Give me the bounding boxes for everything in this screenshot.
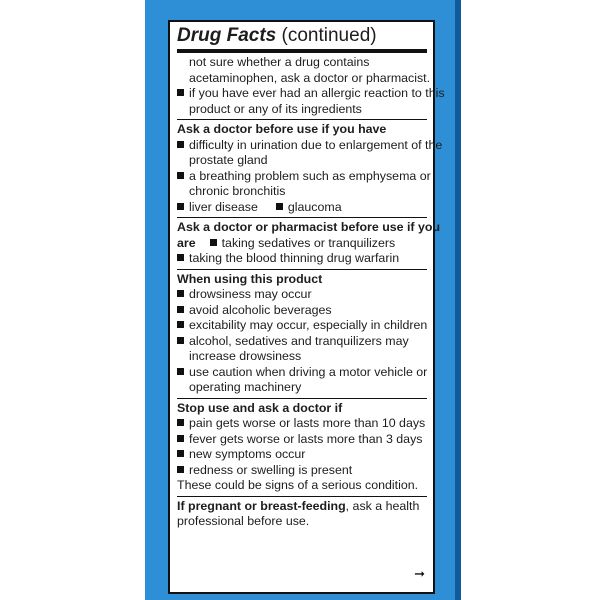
list-item: taking the blood thinning drug warfarin [177,251,427,267]
bullet-icon [177,368,184,375]
list-item: fever gets worse or lasts more than 3 days [177,432,427,448]
bullet-icon [210,239,217,246]
stop-use-note: These could be signs of a serious condition. [177,478,419,492]
ask-pharmacist-heading: Ask a doctor or pharmacist before use if you [177,220,441,234]
list-item: difficulty in urination due to enlargement of the [177,138,427,154]
section-rule [177,269,427,270]
bullet-icon [177,337,184,344]
section-rule [177,398,427,399]
bullet-icon [177,306,184,313]
package-edge [455,0,461,600]
pregnant-line: If pregnant or breast-feeding, ask a health [177,498,420,513]
list-item-cont: prostate gland [189,153,268,167]
intro-line: not sure whether a drug contains [189,55,370,69]
bullet-icon [276,203,283,210]
drug-facts-panel [168,20,445,594]
bullet-icon [177,450,184,457]
bullet-icon [177,290,184,297]
bullet-icon [177,141,184,148]
intro-line: acetaminophen, ask a doctor or pharmacist. [189,70,431,85]
bullet-icon [177,435,184,442]
intro-line: product or any of its ingredients [189,101,362,116]
when-using-heading: When using this product [177,271,323,286]
ask-doctor-heading: Ask a doctor before use if you have [177,122,387,136]
bullet-icon [177,254,184,261]
section-rule [177,217,427,218]
list-item: a breathing problem such as emphysema or [177,169,427,185]
list-item: new symptoms occur [177,447,427,463]
list-item: are taking sedatives or tranquilizers [177,235,396,250]
list-item-cont: chronic bronchitis [189,184,286,198]
bullet-icon [177,172,184,179]
bullet-icon [177,466,184,473]
bullet-icon [177,321,184,328]
pregnant-line-cont: professional before use. [177,514,310,528]
list-item: drowsiness may occur [177,287,427,303]
bullet-icon [177,203,184,210]
intro-bullet: if you have ever had an allergic reaction to this [177,86,427,102]
list-item: liver disease glaucoma [177,200,427,216]
continue-arrow-icon: ➞ [414,566,425,581]
list-item: excitability may occur, especially in children [177,318,427,334]
bullet-icon [177,89,184,96]
list-item: avoid alcoholic beverages [177,303,427,319]
bullet-icon [177,419,184,426]
list-item: pain gets worse or lasts more than 10 days [177,416,427,432]
section-rule [177,496,427,497]
title-bold: Drug Facts [177,25,277,46]
title-continued: (continued) [281,25,377,46]
list-item: alcohol, sedatives and tranquilizers may [177,334,427,350]
list-item-cont: increase drowsiness [189,349,302,363]
panel-title [177,25,427,47]
stop-use-heading: Stop use and ask a doctor if [177,400,343,415]
list-item-cont: operating machinery [189,380,302,394]
section-rule [177,119,427,120]
title-rule [177,49,427,53]
list-item: use caution when driving a motor vehicle or [177,365,427,381]
list-item: redness or swelling is present [177,463,427,479]
